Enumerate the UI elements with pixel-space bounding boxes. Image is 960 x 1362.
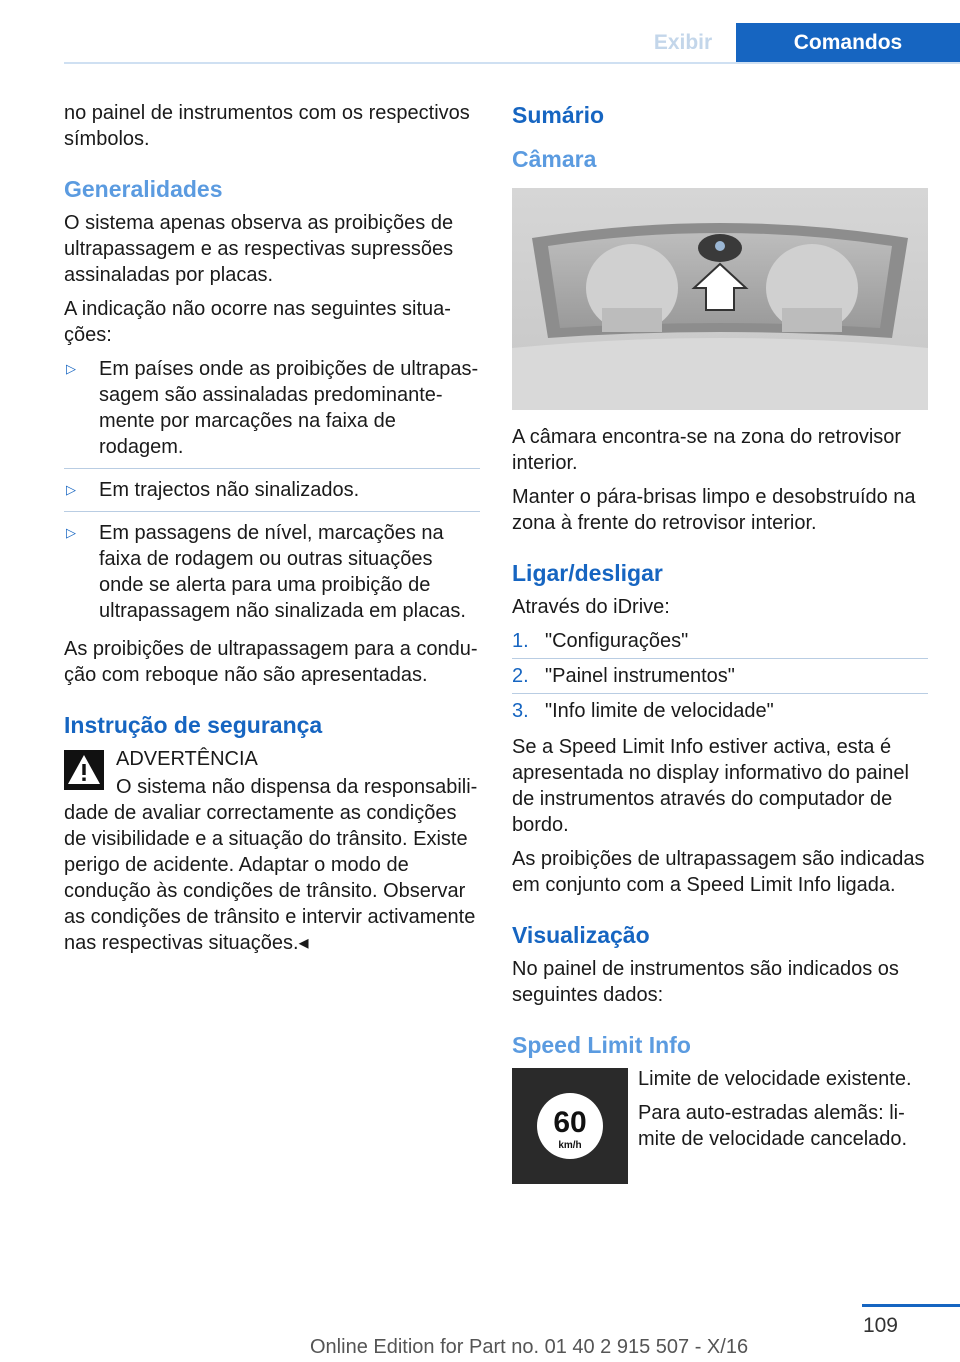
warning-text: O sistema não dispensa da responsabilidade de avaliar correctamente as condições de visibilidade e a situação do trânsito. Existe perigo de acidente. Adaptar o modo de condução às condições de trânsito. Observar as condições de trânsito e intervir activamente nas respectivas situações.◂: [64, 776, 478, 954]
list-item: 3. "Info limite de velocidade": [512, 700, 774, 722]
generalidades-paragraph-2: A indicação não ocorre nas seguintes situações:: [64, 298, 451, 346]
onoff-paragraph-3: As proibições de ultrapassagem são indicadas em conjunto com a Speed Limit Info ligada.: [512, 848, 925, 896]
rear-window-camera-image: [512, 188, 928, 410]
intro-text: no painel de instrumentos com os respectivos símbolos.: [64, 102, 470, 150]
triangle-bullet-icon: ▷: [66, 361, 76, 376]
onoff-heading: Ligar/desligar: [512, 560, 663, 586]
sli-paragraph-1: Limite de velocidade existente.: [638, 1068, 912, 1090]
onoff-paragraph-2: Se a Speed Limit Info estiver activa, esta é apresentada no display informativo do painel de instrumentos através do computador de bordo.: [512, 736, 909, 836]
camera-paragraph-1: A câmara encontra-se na zona do retrovisor interior.: [512, 426, 902, 474]
camera-heading: Câmara: [512, 146, 597, 172]
right-column: [512, 100, 928, 1184]
generalidades-paragraph-3: As proibições de ultrapassagem para a condução com reboque não são apresentadas.: [64, 638, 478, 686]
sign-unit: km/h: [558, 1140, 582, 1151]
page-number: 109: [862, 1314, 898, 1337]
sign-value: 60: [553, 1106, 587, 1139]
left-column: [64, 100, 480, 964]
speed-limit-info-block: [512, 1066, 928, 1184]
speed-limit-info-heading: Speed Limit Info: [512, 1032, 691, 1058]
visual-paragraph-1: No painel de instrumentos são indicados os seguintes dados:: [512, 958, 899, 1006]
triangle-bullet-icon: ▷: [66, 482, 76, 497]
tab-comandos[interactable]: Comandos: [736, 23, 960, 62]
situations-list: [64, 356, 480, 632]
footer-rule: [862, 1304, 960, 1307]
list-item: ▷ Em trajectos não sinalizados.: [64, 477, 480, 512]
visual-heading: Visualização: [512, 922, 650, 948]
generalidades-heading: Generalidades: [64, 176, 223, 202]
list-item: ▷ Em países onde as proibições de ultrapassagem são assinaladas predominantemente por marcações na faixa de rodagem.: [64, 356, 480, 469]
list-item: ▷ Em passagens de nível, marcações na faixa de rodagem ou outras situações onde se alerta para uma proibição de ultrapassagem não sinalizada em placas.: [66, 522, 466, 622]
triangle-bullet-icon: ▷: [66, 525, 76, 540]
warning-label: ADVERTÊNCIA: [116, 748, 258, 770]
onoff-paragraph-1: Através do iDrive:: [512, 596, 670, 618]
steps-list: [512, 628, 928, 728]
speed-limit-info-text: [638, 1066, 928, 1160]
list-item: 1. "Configurações": [512, 628, 928, 659]
speed-limit-sign-image: [512, 1068, 628, 1184]
edition-footer: Online Edition for Part no. 01 40 2 915 507 - X/16: [310, 1336, 749, 1358]
sli-paragraph-2: Para auto-estradas alemãs: limite de velocidade cancelado.: [638, 1102, 908, 1150]
safety-heading: Instrução de segurança: [64, 712, 323, 738]
generalidades-paragraph-1: O sistema apenas observa as proibições de ultrapassagem e as respectivas supressões assinaladas por placas.: [64, 212, 454, 286]
sumario-heading: Sumário: [512, 102, 605, 128]
header-rule: [64, 62, 960, 64]
warning-block: [64, 746, 480, 810]
camera-paragraph-2: Manter o pára-brisas limpo e desobstruído na zona à frente do retrovisor interior.: [512, 486, 916, 534]
list-item: 2. "Painel instrumentos": [512, 663, 928, 694]
tab-exibir[interactable]: Exibir: [653, 30, 713, 54]
warning-icon: [64, 750, 104, 790]
